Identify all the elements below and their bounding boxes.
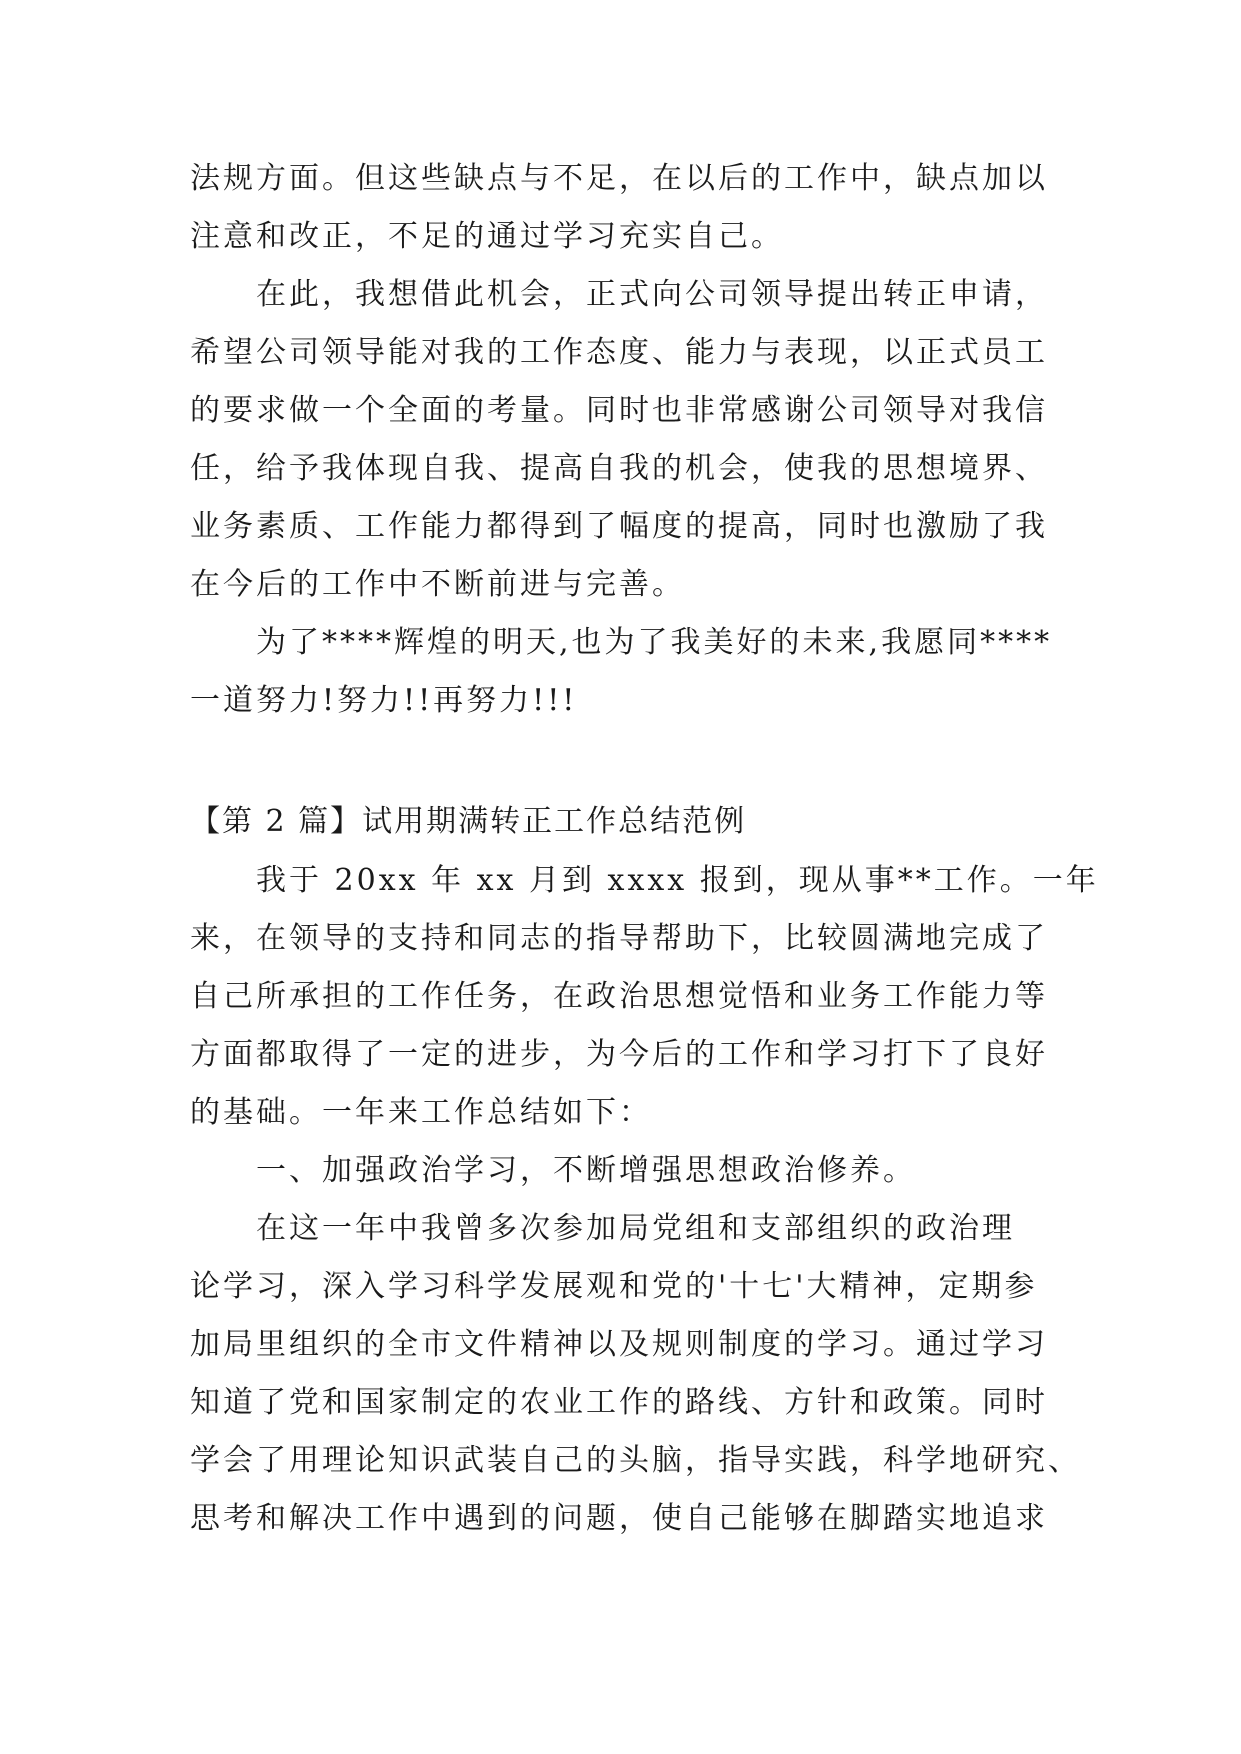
- paragraph-line: 思考和解决工作中遇到的问题，使自己能够在脚踏实地追求: [190, 1501, 1048, 1536]
- paragraph-line: 任，给予我体现自我、提高自我的机会，使我的思想境界、: [190, 451, 1048, 486]
- paragraph-line: 来，在领导的支持和同志的指导帮助下，比较圆满地完成了: [190, 921, 1048, 956]
- paragraph-line: 业务素质、工作能力都得到了幅度的提高，同时也激励了我: [190, 509, 1048, 544]
- paragraph-line: 在这一年中我曾多次参加局党组和支部组织的政治理: [256, 1211, 1015, 1246]
- paragraph-line: 知道了党和国家制定的农业工作的路线、方针和政策。同时: [190, 1385, 1048, 1420]
- paragraph-line: 论学习，深入学习科学发展观和党的'十七'大精神，定期参: [190, 1269, 1038, 1304]
- paragraph-line: 法规方面。但这些缺点与不足，在以后的工作中，缺点加以: [190, 161, 1048, 196]
- paragraph-line: 的基础。一年来工作总结如下：: [190, 1095, 652, 1130]
- paragraph-line: 在今后的工作中不断前进与完善。: [190, 567, 685, 602]
- paragraph-line: 在此，我想借此机会，正式向公司领导提出转正申请，: [256, 277, 1048, 312]
- paragraph-line: 注意和改正，不足的通过学习充实自己。: [190, 219, 784, 254]
- paragraph-line: 加局里组织的全市文件精神以及规则制度的学习。通过学习: [190, 1327, 1048, 1362]
- paragraph-line: 自己所承担的工作任务，在政治思想觉悟和业务工作能力等: [190, 979, 1048, 1014]
- paragraph-line: 方面都取得了一定的进步，为今后的工作和学习打下了良好: [190, 1037, 1048, 1072]
- paragraph-line: 为了****辉煌的明天,也为了我美好的未来,我愿同****: [256, 625, 1053, 660]
- section-2-heading: 【第 2 篇】试用期满转正工作总结范例: [190, 804, 747, 839]
- section-2-body: [190, 852, 1099, 1548]
- paragraph-line: 一、加强政治学习，不断增强思想政治修养。: [256, 1153, 916, 1188]
- paragraph-line: 我于 20xx 年 xx 月到 xxxx 报到，现从事**工作。一年: [256, 863, 1099, 898]
- paragraph-line: 学会了用理论知识武装自己的头脑，指导实践，科学地研究、: [190, 1443, 1081, 1478]
- paragraph-line: 希望公司领导能对我的工作态度、能力与表现，以正式员工: [190, 335, 1048, 370]
- section-1-body: [190, 150, 1070, 730]
- paragraph-line: 一道努力!努力!!再努力!!!: [190, 683, 578, 718]
- paragraph-line: 的要求做一个全面的考量。同时也非常感谢公司领导对我信: [190, 393, 1048, 428]
